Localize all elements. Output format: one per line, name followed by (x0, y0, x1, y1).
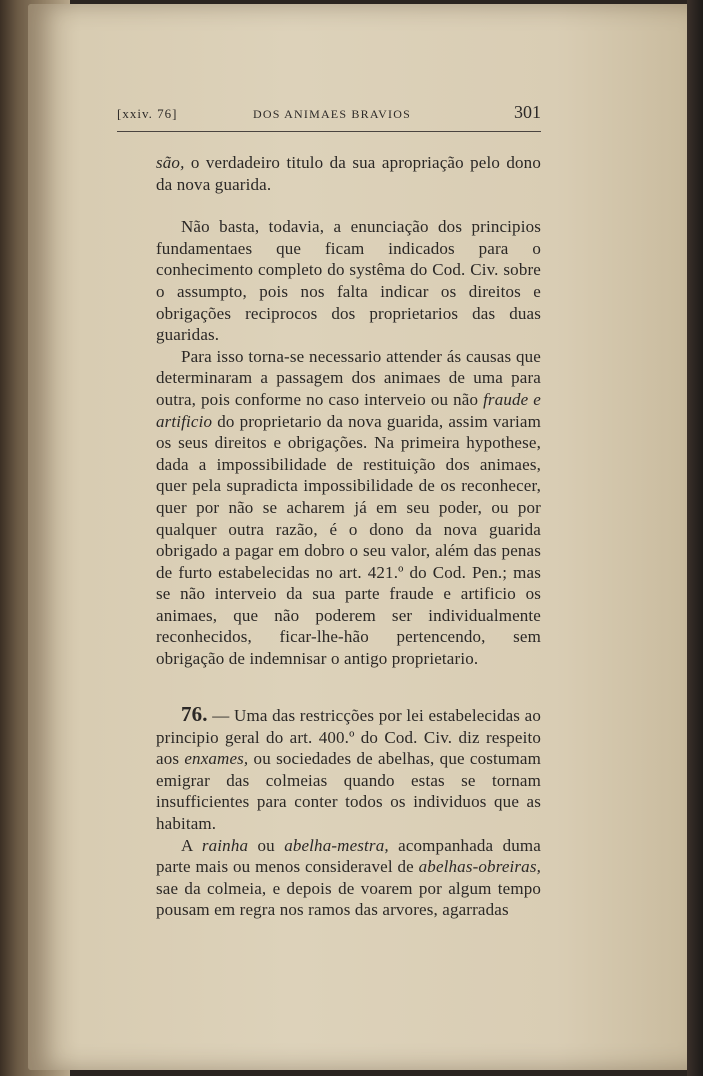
running-header (117, 100, 541, 132)
chapter-reference: [xxiv. 76] (117, 106, 178, 121)
paragraph (156, 704, 541, 835)
section-number: 76. (181, 702, 208, 726)
text-block-1 (156, 152, 541, 670)
italic-text: rainha (201, 835, 249, 855)
italic-text: abelhas-obreiras, (418, 857, 541, 877)
text-block-2 (156, 704, 541, 921)
paragraph-text: sae da colmeia, e depois de voarem por algum tempo pousam em regra nos ramos das arvores, agarradas (156, 878, 541, 920)
italic-text: abelha-mestra, (284, 835, 389, 855)
header-rule (117, 131, 541, 132)
running-title: DOS ANIMAES BRAVIOS (253, 107, 411, 121)
paragraph (156, 152, 541, 195)
paragraph-text: A (181, 835, 202, 855)
paragraph-text: — Uma das restricções por lei estabelecidas ao principio geral do art. 400.º do Cod. Civ. diz respeito aos (156, 706, 541, 769)
italic-text: são, (156, 153, 185, 172)
paragraph-text: o verdadeiro titulo da sua apropriação pelo dono da nova guarida. (156, 153, 541, 194)
page-number: 301 (514, 102, 541, 122)
paragraph: Não basta, todavia, a enunciação dos principios fundamentaes que ficam indicados para o conhecimento completo do systêma do Cod. Civ. sobre o assumpto, pois nos falta indicar os direitos e obrigações reciprocos dos proprietarios das duas guaridas. (156, 217, 541, 345)
italic-text: enxames, (184, 749, 249, 769)
italic-text: fraude e artificio (156, 389, 541, 431)
paragraph-text: ou sociedades de abelhas, que costumam emigrar das colmeias quando estas se tornam insufficientes para conter todos os individuos que as habitam. (156, 749, 541, 833)
paragraph (156, 346, 541, 670)
paragraph-text: Para isso torna-se necessario attender ás causas que determinaram a passagem dos animaes de uma para outra, pois conforme no caso interveio ou não (156, 346, 541, 409)
paragraph-text: do proprietario da nova guarida, assim variam os seus direitos e obrigações. Na primeira hypothese, dada a impossibilidade de restituição dos animaes, quer pela supradicta impossibilidade de os reconhecer, quer por não se acharem já em seu poder, ou por qualquer outra razão, é o dono da nova guarida obrigado a pagar em dobro o seu valor, além das penas de furto estabelecidas no art. 421.º do Cod. Pen.; mas se não interveio da sua parte fraude e artificio os animaes, que não poderem ser individualmente reconhecidos, ficar-lhe-hão pertencendo, sem obrigação de indemnisar o antigo proprietario. (156, 411, 541, 669)
paragraph-text: acompanhada duma parte mais ou menos consideravel de (156, 835, 541, 877)
page-edge (687, 0, 703, 1076)
paragraph-text: ou (248, 835, 285, 855)
paragraph (156, 835, 541, 921)
